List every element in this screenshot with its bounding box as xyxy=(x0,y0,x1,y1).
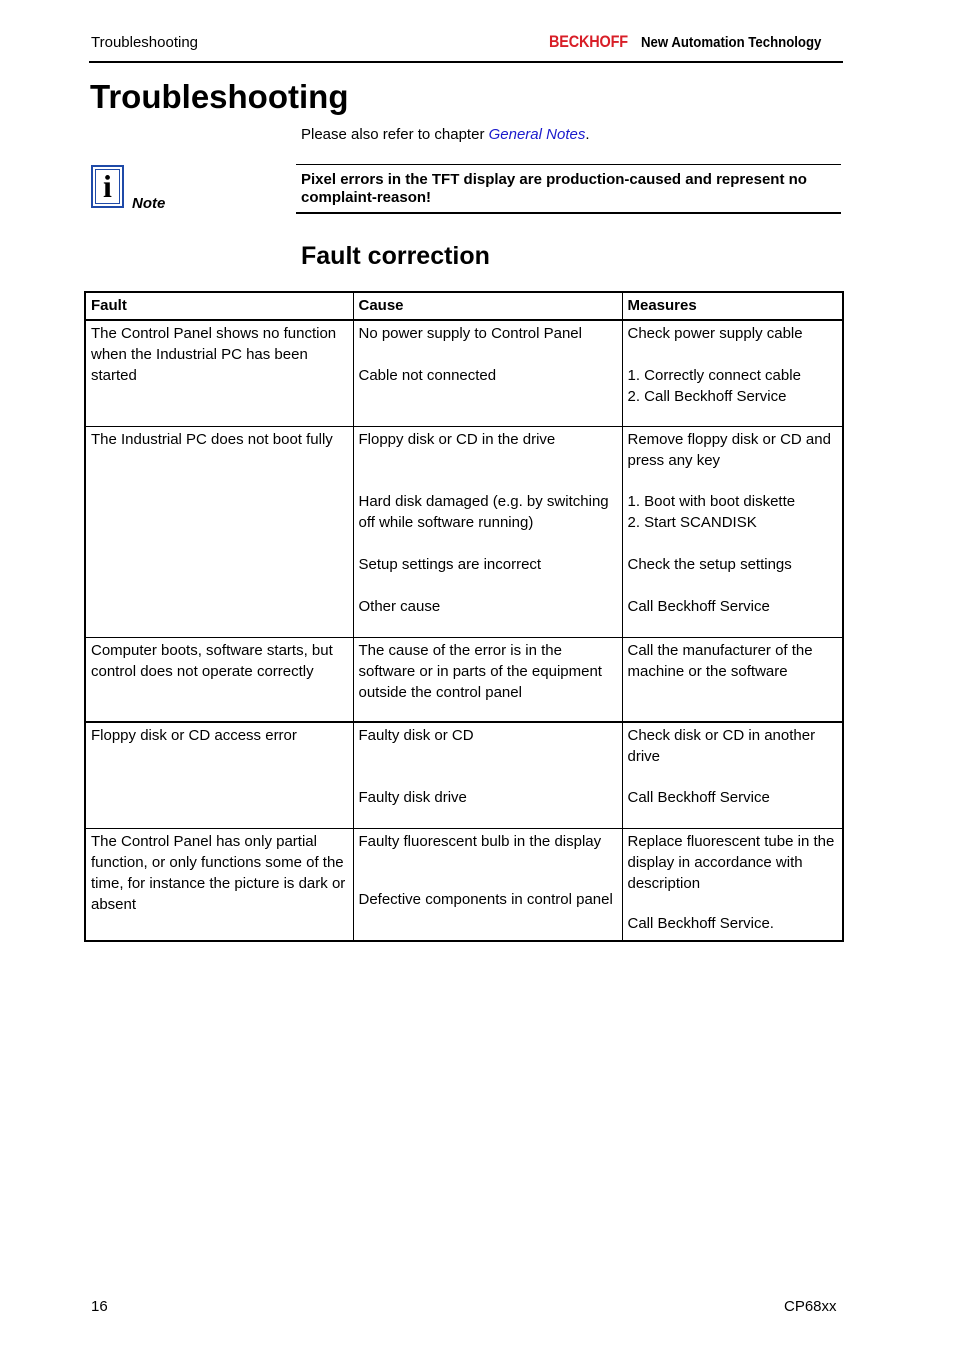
cause-item: Faulty fluorescent bulb in the display xyxy=(358,832,602,850)
header-fault: Fault xyxy=(85,292,353,320)
info-icon xyxy=(91,165,124,208)
cause-item: Floppy disk or CD in the drive xyxy=(358,430,556,448)
measure-item: Check disk or CD in another drive xyxy=(627,727,816,765)
section-title: Fault correction xyxy=(301,242,490,270)
brand-tagline: New Automation Technology xyxy=(641,34,822,51)
measure-item: Call Beckhoff Service xyxy=(627,789,770,806)
header-cause: Cause xyxy=(353,292,622,320)
cause-cell xyxy=(353,320,622,426)
measure-item: Check power supply cable xyxy=(627,325,803,342)
measures-cell xyxy=(622,828,843,941)
table-row xyxy=(85,637,843,722)
measures-cell xyxy=(622,722,843,828)
brand-name: BECKHOFF xyxy=(549,32,628,51)
info-icon-glyph: i xyxy=(95,169,120,204)
cause-item: Faulty disk or CD xyxy=(358,727,474,744)
fault-cell: Computer boots, software starts, but control does not operate correctly xyxy=(85,637,353,722)
document-id: CP68xx xyxy=(784,1298,837,1315)
measure-item: Call Beckhoff Service. xyxy=(627,914,774,932)
general-notes-link[interactable]: General Notes xyxy=(488,126,586,143)
cause-cell xyxy=(353,722,622,828)
brand-logo xyxy=(549,32,846,52)
header-rule xyxy=(89,61,843,63)
table-row xyxy=(85,426,843,637)
running-header-section: Troubleshooting xyxy=(91,34,199,51)
measures-cell xyxy=(622,320,843,426)
measure-item: 1. Correctly connect cable xyxy=(627,367,801,384)
measure-item: 2. Start SCANDISK xyxy=(627,513,757,531)
measure-item: Replace fluorescent tube in the display in accordance with description xyxy=(627,832,835,892)
table-row xyxy=(85,828,843,941)
page-number: 16 xyxy=(91,1298,108,1315)
cause-item: Other cause xyxy=(358,597,441,615)
header-measures: Measures xyxy=(622,292,843,320)
note-text: Pixel errors in the TFT display are production-caused and represent no complaint-reason! xyxy=(301,171,807,206)
measure-item: Check the setup settings xyxy=(627,555,792,573)
cause-cell xyxy=(353,828,622,941)
fault-cell: Floppy disk or CD access error xyxy=(85,722,353,828)
cause-cell xyxy=(353,426,622,637)
fault-cell: The Industrial PC does not boot fully xyxy=(85,426,353,637)
cause-item: Faulty disk drive xyxy=(358,789,467,806)
measure-item: 2. Call Beckhoff Service xyxy=(627,388,787,405)
measures-cell xyxy=(622,426,843,637)
intro-suffix: . xyxy=(585,126,590,143)
note-label: Note xyxy=(132,195,166,212)
measure-item: Call Beckhoff Service xyxy=(627,597,770,615)
cause-item: No power supply to Control Panel xyxy=(358,325,582,342)
fault-table xyxy=(84,291,844,942)
note-box xyxy=(296,164,841,214)
fault-cell: The Control Panel shows no function when the Industrial PC has been started xyxy=(85,320,353,426)
page-title: Troubleshooting xyxy=(90,78,349,115)
cause-item: Hard disk damaged (e.g. by switching off while software running) xyxy=(358,492,609,531)
measure-item: Call the manufacturer of the machine or the software xyxy=(627,641,813,680)
measure-item: Remove floppy disk or CD and press any key xyxy=(627,430,831,469)
table-row xyxy=(85,722,843,828)
cause-item: Setup settings are incorrect xyxy=(358,555,542,573)
cause-item: Defective components in control panel xyxy=(358,890,613,908)
cause-item: Cable not connected xyxy=(358,367,497,384)
measure-item: 1. Boot with boot diskette xyxy=(627,492,796,510)
intro-text: Please also refer to chapter xyxy=(301,126,489,143)
table-header-row xyxy=(85,292,843,320)
fault-cell: The Control Panel has only partial function, or only functions some of the time, for instance the picture is dark or absent xyxy=(85,828,353,941)
measures-cell xyxy=(622,637,843,722)
table-row xyxy=(85,320,843,426)
intro-paragraph xyxy=(301,126,590,143)
cause-item: The cause of the error is in the software or in parts of the equipment outside the control panel xyxy=(358,641,602,701)
cause-cell xyxy=(353,637,622,722)
